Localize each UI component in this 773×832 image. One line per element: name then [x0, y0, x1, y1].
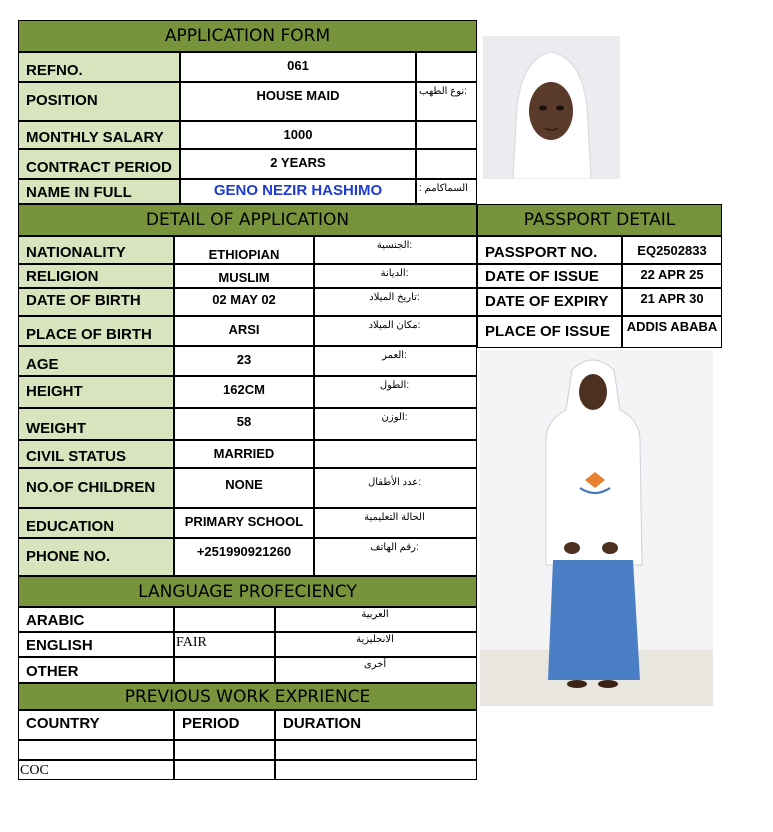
label-height: HEIGHT	[18, 376, 174, 408]
label-refno: REFNO.	[18, 52, 180, 82]
value-other	[174, 657, 275, 683]
value-education: PRIMARY SCHOOL	[174, 508, 314, 538]
value-contract-period: 2 YEARS	[180, 149, 416, 179]
value-no-of-children: NONE	[174, 468, 314, 508]
label-phone-no: PHONE NO.	[18, 538, 174, 576]
application-form-title: APPLICATION FORM	[18, 20, 477, 52]
value-place-of-issue: ADDIS ABABA	[622, 316, 722, 348]
value-position: HOUSE MAID	[180, 82, 416, 121]
label-no-of-children: NO.OF CHILDREN	[18, 468, 174, 508]
label-contract-period: CONTRACT PERIOD	[18, 149, 180, 179]
label-religion: RELIGION	[18, 264, 174, 288]
work-row-country	[18, 740, 174, 760]
arabic-phone-no: :رقم الهاتف	[314, 538, 477, 576]
value-weight: 58	[174, 408, 314, 440]
label-date-of-birth: DATE OF BIRTH	[18, 288, 174, 316]
value-date-of-birth: 02 MAY 02	[174, 288, 314, 316]
coc-period	[174, 760, 275, 780]
arabic-religion: :الديانة	[314, 264, 477, 288]
value-arabic	[174, 607, 275, 632]
arabic-name: السماكامم :	[416, 179, 477, 204]
arabic-label-english: الانجليزية	[275, 632, 477, 657]
label-nationality: NATIONALITY	[18, 236, 174, 264]
head-photo	[483, 36, 620, 179]
value-nationality: ETHIOPIAN	[174, 236, 314, 264]
blank-salary	[416, 121, 477, 149]
label-date-of-expiry: DATE OF EXPIRY	[477, 288, 622, 316]
label-english: ENGLISH	[18, 632, 174, 657]
arabic-height: :الطول	[314, 376, 477, 408]
language-proficiency-title: LANGUAGE PROFECIENCY	[18, 576, 477, 607]
label-other: OTHER	[18, 657, 174, 683]
value-refno: 061	[180, 52, 416, 82]
value-date-of-expiry: 21 APR 30	[622, 288, 722, 316]
arabic-education: الحالة التعليمية	[314, 508, 477, 538]
work-row-duration	[275, 740, 477, 760]
label-place-of-birth: PLACE OF BIRTH	[18, 316, 174, 346]
arabic-nationality: :الجنسية	[314, 236, 477, 264]
label-age: AGE	[18, 346, 174, 376]
label-passport-no: PASSPORT NO.	[477, 236, 622, 264]
label-name-in-full: NAME IN FULL	[18, 179, 180, 204]
value-place-of-birth: ARSI	[174, 316, 314, 346]
full-body-image	[480, 350, 713, 706]
value-civil-status: MARRIED	[174, 440, 314, 468]
arabic-weight: :الوزن	[314, 408, 477, 440]
label-date-of-issue: DATE OF ISSUE	[477, 264, 622, 288]
arabic-age: :العمر	[314, 346, 477, 376]
detail-of-application-title: DETAIL OF APPLICATION	[18, 204, 477, 236]
arabic-place-of-birth: :مكان الميلاد	[314, 316, 477, 346]
coc-duration	[275, 760, 477, 780]
value-english: FAIR	[174, 632, 275, 657]
arabic-no-of-children: :عدد الأطفال	[314, 468, 477, 508]
label-education: EDUCATION	[18, 508, 174, 538]
blank-contract	[416, 149, 477, 179]
label-position: POSITION	[18, 82, 180, 121]
header-period: PERIOD	[174, 710, 275, 740]
value-height: 162CM	[174, 376, 314, 408]
header-country: COUNTRY	[18, 710, 174, 740]
label-monthly-salary: MONTHLY SALARY	[18, 121, 180, 149]
blank-refno	[416, 52, 477, 82]
value-religion: MUSLIM	[174, 264, 314, 288]
passport-detail-title: PASSPORT DETAIL	[477, 204, 722, 236]
label-place-of-issue: PLACE OF ISSUE	[477, 316, 622, 348]
value-age: 23	[174, 346, 314, 376]
label-weight: WEIGHT	[18, 408, 174, 440]
value-name-in-full: GENO NEZIR HASHIMO	[180, 179, 416, 204]
full-body-photo	[480, 350, 713, 706]
header-duration: DURATION	[275, 710, 477, 740]
arabic-label-other: أخرى	[275, 657, 477, 683]
arabic-position: :نوع الطهب	[416, 82, 477, 121]
value-date-of-issue: 22 APR 25	[622, 264, 722, 288]
arabic-label-arabic: العربية	[275, 607, 477, 632]
work-row-period	[174, 740, 275, 760]
value-monthly-salary: 1000	[180, 121, 416, 149]
arabic-date-of-birth: :تاريخ الميلاد	[314, 288, 477, 316]
value-passport-no: EQ2502833	[622, 236, 722, 264]
arabic-civil-status	[314, 440, 477, 468]
portrait-image	[483, 36, 620, 179]
coc-label: COC	[18, 760, 174, 780]
value-phone-no: +251990921260	[174, 538, 314, 576]
label-civil-status: CIVIL STATUS	[18, 440, 174, 468]
previous-work-experience-title: PREVIOUS WORK EXPRIENCE	[18, 683, 477, 710]
label-arabic: ARABIC	[18, 607, 174, 632]
